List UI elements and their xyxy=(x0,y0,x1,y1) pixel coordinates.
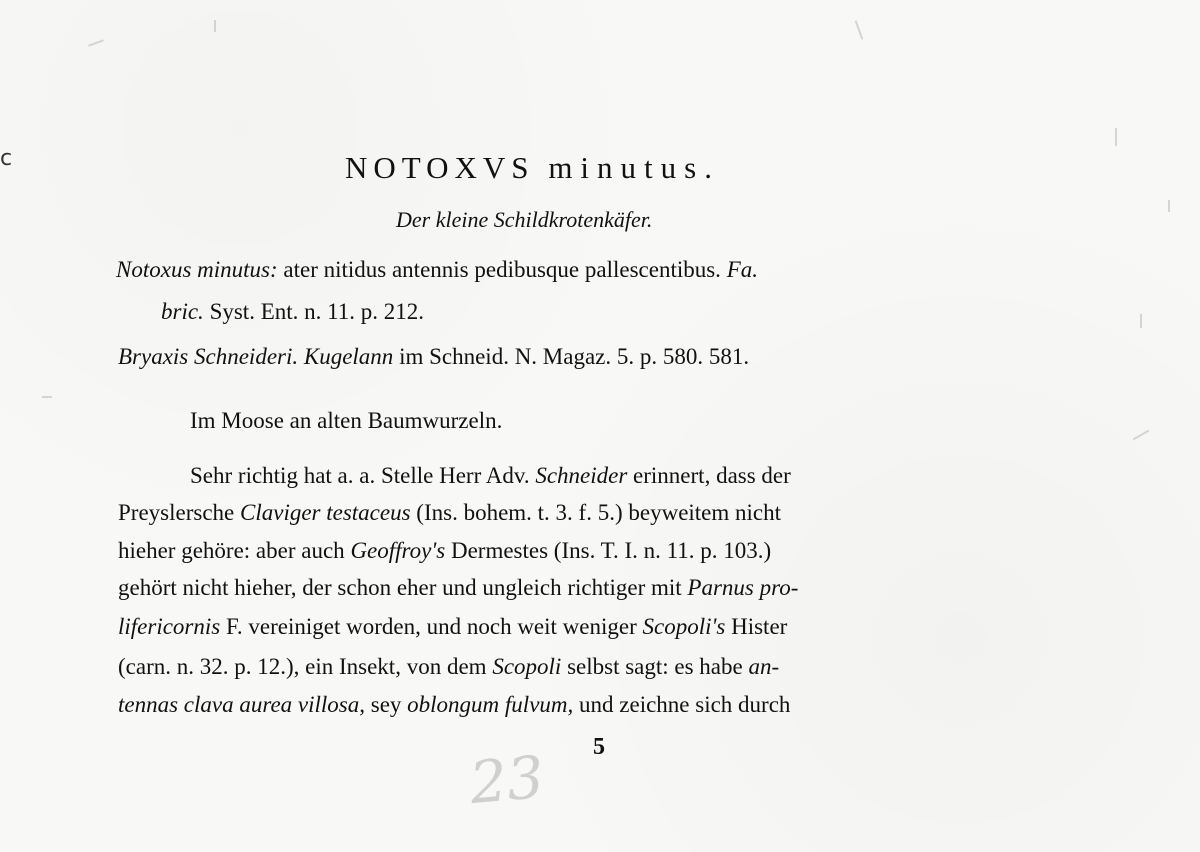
line-segment: oblongum fulvum, xyxy=(407,692,574,717)
line-segment: hieher gehöre: aber auch xyxy=(118,538,351,563)
handwritten-number: 23 xyxy=(467,742,547,818)
line-segment: ater nitidus antennis pedibusque pallescentibus. xyxy=(283,257,727,282)
line-segment: Geoffroy's xyxy=(350,538,446,563)
line-segment: Hister xyxy=(725,614,788,639)
speck xyxy=(855,20,864,39)
text-line xyxy=(118,654,779,680)
line-segment: Parnus pro- xyxy=(687,575,799,600)
title-part-1: NOTOXVS xyxy=(345,150,535,185)
text-line xyxy=(118,500,781,526)
line-segment: sey xyxy=(365,692,408,717)
page-number: 5 xyxy=(593,734,605,760)
speck xyxy=(214,20,216,32)
line-segment: Fa. xyxy=(726,257,758,282)
line-segment: im Schneid. N. Magaz. 5. p. 580. 581. xyxy=(393,344,750,369)
line-segment: Schneider xyxy=(535,463,628,488)
text-line xyxy=(118,614,787,640)
speck xyxy=(88,39,104,46)
text-line xyxy=(118,344,749,370)
line-segment: Preyslersche xyxy=(118,500,240,525)
page-subtitle: Der kleine Schildkrotenkäfer. xyxy=(396,207,653,232)
line-segment: Dermestes (Ins. T. I. n. 11. p. 103.) xyxy=(445,538,772,563)
line-segment: Scopoli xyxy=(492,654,562,679)
line-segment: Syst. Ent. n. 11. p. 212. xyxy=(203,299,425,324)
speck xyxy=(1115,128,1117,146)
text-line xyxy=(190,408,502,434)
line-segment: und zeichne sich durch xyxy=(573,692,791,717)
text-line xyxy=(116,257,758,283)
speck xyxy=(1168,200,1170,212)
text-line xyxy=(118,575,798,601)
line-segment: tennas clava aurea villosa, xyxy=(118,692,365,717)
edge-mark: c xyxy=(0,146,13,171)
line-segment: (carn. n. 32. p. 12.), ein Insekt, von dem xyxy=(118,654,493,679)
line-segment: Notoxus minutus: xyxy=(116,257,284,282)
line-segment: erinnert, dass der xyxy=(627,463,791,488)
title-part-2: minutus. xyxy=(548,150,720,185)
text-line xyxy=(190,463,791,489)
text-line xyxy=(118,692,790,718)
speck xyxy=(1133,430,1150,441)
line-segment: bric. xyxy=(161,299,204,324)
speck xyxy=(1140,314,1142,328)
line-segment: (Ins. bohem. t. 3. f. 5.) beyweitem nicht xyxy=(410,500,782,525)
line-segment: Claviger testaceus xyxy=(240,500,411,525)
speck xyxy=(42,396,52,398)
line-segment: Bryaxis Schneideri. Kugelann xyxy=(118,344,394,369)
line-segment: Sehr richtig hat a. a. Stelle Herr Adv. xyxy=(190,463,536,488)
line-segment: lifericornis xyxy=(118,614,221,639)
line-segment: an- xyxy=(748,654,780,679)
page-title xyxy=(345,150,720,186)
line-segment: gehört nicht hieher, der schon eher und ungleich richtiger mit xyxy=(118,575,688,600)
text-line xyxy=(161,299,424,325)
line-segment: Im Moose an alten Baumwurzeln. xyxy=(190,408,503,433)
line-segment: selbst sagt: es habe xyxy=(561,654,749,679)
line-segment: F. vereiniget worden, und noch weit weniger xyxy=(220,614,643,639)
text-line xyxy=(118,538,771,564)
line-segment: Scopoli's xyxy=(642,614,726,639)
